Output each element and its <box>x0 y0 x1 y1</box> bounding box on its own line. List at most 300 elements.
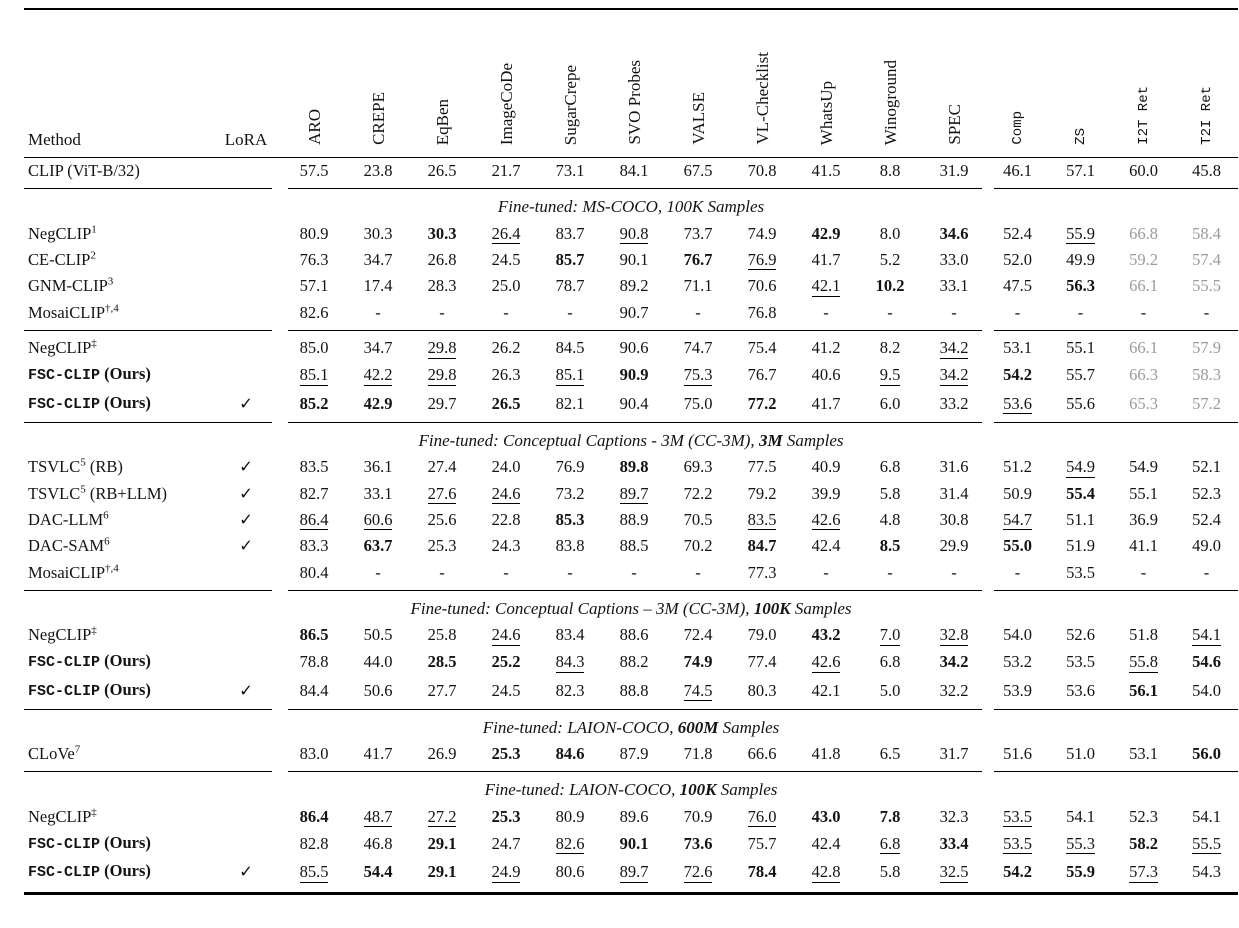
metric-value: 41.7 <box>811 249 841 269</box>
metric-value: 54.2 <box>1003 862 1032 882</box>
metric-value: 70.8 <box>747 161 777 181</box>
metric-value: 57.9 <box>1192 338 1221 358</box>
metric-value: - <box>695 302 701 322</box>
method-footnote-marker: 6 <box>104 535 110 548</box>
method-suffix: (Ours) <box>100 832 151 852</box>
value-cell-svo-probes <box>602 390 666 418</box>
value-cell-svo-probes <box>602 480 666 506</box>
value-cell-crepe <box>346 361 410 389</box>
metric-value: 78.4 <box>747 862 777 882</box>
value-cell-valse <box>666 158 730 185</box>
metric-value: 74.9 <box>683 652 713 672</box>
value-cell-crepe <box>346 858 410 886</box>
metric-value: 66.1 <box>1129 338 1158 358</box>
metric-value: - <box>439 302 445 322</box>
value-cell-vl-checklist <box>730 454 794 480</box>
table-row <box>24 677 1238 705</box>
value-cell-i2t-ret <box>1112 335 1175 361</box>
value-cell-eqben <box>410 741 474 767</box>
metric-value: 67.5 <box>683 161 713 181</box>
metric-value: 84.4 <box>299 680 329 700</box>
metric-value: 51.9 <box>1066 536 1095 556</box>
value-cell-comp <box>986 300 1049 326</box>
metric-value: - <box>439 562 445 582</box>
value-cell-comp <box>986 858 1049 886</box>
value-cell-sugarcrepe <box>538 390 602 418</box>
metric-value: 85.7 <box>555 249 585 269</box>
value-cell-eqben <box>410 300 474 326</box>
value-cell-spec <box>922 300 986 326</box>
group-rule <box>24 326 1238 335</box>
metric-value: - <box>951 562 957 582</box>
value-cell-imagecode <box>474 220 538 246</box>
rule-segment <box>24 586 282 595</box>
metric-value: 79.0 <box>747 625 777 645</box>
metric-value: 51.8 <box>1129 625 1158 645</box>
value-cell-i2t-ret <box>1112 158 1175 185</box>
value-cell-crepe <box>346 335 410 361</box>
metric-value: 90.9 <box>619 365 649 385</box>
method-name: CLoVe <box>28 744 75 764</box>
method-cell <box>24 480 210 506</box>
value-cell-t2i-ret <box>1175 390 1238 418</box>
metric-value: 8.8 <box>879 161 901 181</box>
value-cell-comp <box>986 622 1049 648</box>
metric-value: 53.2 <box>1003 652 1032 672</box>
metric-value: 90.1 <box>619 833 649 853</box>
metric-value: 51.6 <box>1003 744 1032 764</box>
metric-value: 6.8 <box>879 652 901 672</box>
col-header-vl-checklist <box>730 9 794 158</box>
value-cell-comp <box>986 220 1049 246</box>
value-cell-eqben <box>410 560 474 586</box>
value-cell-sugarcrepe <box>538 335 602 361</box>
metric-value: 25.2 <box>491 652 521 672</box>
value-cell-crepe <box>346 480 410 506</box>
value-cell-whatsup <box>794 741 858 767</box>
metric-value: - <box>567 302 573 322</box>
value-cell-vl-checklist <box>730 390 794 418</box>
value-cell-zs <box>1049 454 1112 480</box>
value-cell-sugarcrepe <box>538 273 602 299</box>
value-cell-winoground <box>858 560 922 586</box>
value-cell-aro <box>282 858 346 886</box>
table-row <box>24 158 1238 185</box>
value-cell-valse <box>666 803 730 829</box>
metric-value: 87.9 <box>619 744 649 764</box>
value-cell-imagecode <box>474 300 538 326</box>
value-cell-t2i-ret <box>1175 300 1238 326</box>
value-cell-imagecode <box>474 648 538 676</box>
value-cell-spec <box>922 622 986 648</box>
metric-value: 51.1 <box>1066 509 1095 529</box>
metric-value: 8.2 <box>879 338 901 358</box>
value-cell-crepe <box>346 803 410 829</box>
value-cell-spec <box>922 273 986 299</box>
lora-cell <box>210 830 282 858</box>
value-cell-whatsup <box>794 300 858 326</box>
metric-value: 89.8 <box>619 457 649 477</box>
metric-value: 7.8 <box>879 806 901 826</box>
value-cell-imagecode <box>474 335 538 361</box>
metric-value: 83.0 <box>299 744 329 764</box>
lora-cell <box>210 803 282 829</box>
table-row <box>24 454 1238 480</box>
metric-value: 82.8 <box>299 833 329 853</box>
metric-value: 70.2 <box>683 536 713 556</box>
group-rule <box>24 184 1238 193</box>
value-cell-spec <box>922 390 986 418</box>
value-cell-svo-probes <box>602 741 666 767</box>
col-header-label: T2I Ret <box>1198 86 1215 145</box>
method-suffix: (Ours) <box>100 364 151 384</box>
metric-value: 52.3 <box>1129 806 1158 826</box>
section-header-row <box>24 595 1238 622</box>
value-cell-i2t-ret <box>1112 677 1175 705</box>
metric-value: 36.9 <box>1129 509 1158 529</box>
metric-value: 83.3 <box>299 536 329 556</box>
metric-value: 76.7 <box>747 365 777 385</box>
metric-value: 42.2 <box>363 365 393 385</box>
metric-value: 54.0 <box>1003 625 1032 645</box>
value-cell-spec <box>922 247 986 273</box>
metric-value: 57.5 <box>299 161 329 181</box>
method-name: NegCLIP <box>28 338 92 358</box>
metric-value: 32.2 <box>939 680 969 700</box>
metric-value: 85.5 <box>299 862 329 882</box>
metric-value: 57.2 <box>1192 393 1221 413</box>
value-cell-eqben <box>410 803 474 829</box>
metric-value: 24.6 <box>491 625 521 645</box>
metric-value: 39.9 <box>811 483 841 503</box>
metric-value: 21.7 <box>491 161 521 181</box>
metric-value: 57.1 <box>1066 161 1095 181</box>
method-cell <box>24 158 210 185</box>
value-cell-valse <box>666 480 730 506</box>
value-cell-winoground <box>858 158 922 185</box>
value-cell-svo-probes <box>602 273 666 299</box>
value-cell-eqben <box>410 247 474 273</box>
lora-cell <box>210 648 282 676</box>
value-cell-comp <box>986 390 1049 418</box>
metric-value: 34.6 <box>939 223 969 243</box>
metric-value: - <box>631 562 637 582</box>
metric-value: 40.6 <box>811 365 841 385</box>
metric-value: 24.7 <box>491 833 521 853</box>
metric-value: - <box>887 562 893 582</box>
metric-value: 54.1 <box>1192 625 1221 645</box>
section-header-text: 100K <box>753 598 791 618</box>
value-cell-sugarcrepe <box>538 677 602 705</box>
metric-value: 24.5 <box>491 680 521 700</box>
value-cell-crepe <box>346 648 410 676</box>
value-cell-crepe <box>346 622 410 648</box>
value-cell-valse <box>666 560 730 586</box>
method-footnote-marker: 2 <box>90 249 96 262</box>
section-header-row <box>24 427 1238 454</box>
metric-value: - <box>951 302 957 322</box>
rule-segment <box>282 418 986 427</box>
col-header-label: Comp <box>1009 111 1026 145</box>
value-cell-eqben <box>410 858 474 886</box>
value-cell-whatsup <box>794 830 858 858</box>
method-cell <box>24 273 210 299</box>
value-cell-spec <box>922 480 986 506</box>
metric-value: 56.0 <box>1192 744 1221 764</box>
metric-value: 34.2 <box>939 652 969 672</box>
section-header-text: Samples <box>718 718 780 737</box>
metric-value: 90.6 <box>619 338 649 358</box>
metric-value: 5.8 <box>879 483 901 503</box>
metric-value: 34.7 <box>363 249 393 269</box>
lora-cell <box>210 220 282 246</box>
metric-value: - <box>695 562 701 582</box>
metric-value: 25.3 <box>491 806 521 826</box>
metric-value: 27.7 <box>427 680 457 700</box>
value-cell-vl-checklist <box>730 741 794 767</box>
value-cell-t2i-ret <box>1175 220 1238 246</box>
rule-segment <box>24 767 282 776</box>
rule-segment <box>24 326 282 335</box>
value-cell-imagecode <box>474 247 538 273</box>
rule-segment <box>282 767 986 776</box>
metric-value: 58.4 <box>1192 223 1221 243</box>
bottom-rule <box>24 887 1238 895</box>
metric-value: 51.0 <box>1066 744 1095 764</box>
section-header-text: Fine-tuned: LAION-COCO, <box>484 780 680 800</box>
method-cell <box>24 858 210 886</box>
value-cell-winoground <box>858 622 922 648</box>
section-header <box>24 595 1238 622</box>
value-cell-whatsup <box>794 220 858 246</box>
col-header-svo-probes <box>602 9 666 158</box>
value-cell-spec <box>922 507 986 533</box>
section-header-row <box>24 193 1238 220</box>
metric-value: 26.3 <box>491 365 521 385</box>
value-cell-whatsup <box>794 361 858 389</box>
metric-value: 5.8 <box>879 862 901 882</box>
metric-value: 74.9 <box>747 223 777 243</box>
metric-value: 8.5 <box>879 536 901 556</box>
method-cell <box>24 803 210 829</box>
value-cell-t2i-ret <box>1175 247 1238 273</box>
metric-value: 30.3 <box>427 223 457 243</box>
metric-value: 55.8 <box>1129 652 1158 672</box>
method-cell <box>24 648 210 676</box>
section-header-text: Fine-tuned: Conceptual Captions - 3M (CC-3M), <box>418 431 759 450</box>
metric-value: 83.5 <box>299 457 329 477</box>
metric-value: 24.9 <box>491 862 521 882</box>
table-row <box>24 300 1238 326</box>
metric-value: 6.8 <box>879 457 901 477</box>
value-cell-svo-probes <box>602 335 666 361</box>
metric-value: 90.4 <box>619 393 649 413</box>
section-header-text: Fine-tuned: Conceptual Captions – 3M (CC-3M), <box>410 598 754 618</box>
method-name: MosaiCLIP <box>28 562 106 582</box>
metric-value: 24.3 <box>491 536 521 556</box>
value-cell-winoground <box>858 273 922 299</box>
value-cell-valse <box>666 300 730 326</box>
metric-value: 25.8 <box>427 625 457 645</box>
value-cell-whatsup <box>794 533 858 559</box>
metric-value: 52.0 <box>1003 249 1032 269</box>
metric-value: 78.7 <box>555 276 585 296</box>
metric-value: 57.1 <box>299 276 329 296</box>
metric-value: 33.1 <box>939 276 969 296</box>
method-footnote-marker: ‡ <box>91 337 97 350</box>
value-cell-aro <box>282 622 346 648</box>
value-cell-winoground <box>858 454 922 480</box>
method-name: FSC-CLIP <box>28 864 101 882</box>
metric-value: 58.2 <box>1129 833 1158 853</box>
value-cell-valse <box>666 858 730 886</box>
metric-value: 31.7 <box>939 744 969 764</box>
value-cell-spec <box>922 741 986 767</box>
metric-value: 41.7 <box>811 393 841 413</box>
metric-value: 82.7 <box>299 483 329 503</box>
metric-value: 75.4 <box>747 338 777 358</box>
metric-value: 80.9 <box>555 806 585 826</box>
metric-value: 24.0 <box>491 457 521 477</box>
metric-value: 60.6 <box>363 509 393 529</box>
metric-value: 34.2 <box>939 338 969 358</box>
value-cell-spec <box>922 361 986 389</box>
value-cell-winoground <box>858 533 922 559</box>
value-cell-imagecode <box>474 622 538 648</box>
section-header-row <box>24 776 1238 803</box>
value-cell-crepe <box>346 560 410 586</box>
value-cell-vl-checklist <box>730 830 794 858</box>
metric-value: 53.5 <box>1066 562 1095 582</box>
metric-value: 69.3 <box>683 457 713 477</box>
metric-value: 46.1 <box>1003 161 1032 181</box>
method-name: FSC-CLIP <box>28 367 101 385</box>
value-cell-vl-checklist <box>730 803 794 829</box>
lora-cell <box>210 300 282 326</box>
metric-value: 53.5 <box>1003 833 1032 853</box>
value-cell-spec <box>922 803 986 829</box>
method-footnote-marker: 1 <box>91 223 97 236</box>
value-cell-valse <box>666 454 730 480</box>
metric-value: 82.3 <box>555 680 585 700</box>
value-cell-t2i-ret <box>1175 158 1238 185</box>
metric-value: - <box>1077 302 1084 322</box>
col-header-label: SVO Probes <box>624 60 644 145</box>
metric-value: 50.5 <box>363 625 393 645</box>
value-cell-valse <box>666 247 730 273</box>
value-cell-imagecode <box>474 803 538 829</box>
metric-value: 31.9 <box>939 161 969 181</box>
value-cell-i2t-ret <box>1112 390 1175 418</box>
value-cell-svo-probes <box>602 454 666 480</box>
value-cell-zs <box>1049 361 1112 389</box>
rule-segment <box>986 184 1238 193</box>
table-row <box>24 622 1238 648</box>
metric-value: 55.9 <box>1066 223 1095 243</box>
value-cell-crepe <box>346 247 410 273</box>
metric-value: 50.9 <box>1003 483 1032 503</box>
metric-value: 42.4 <box>811 536 841 556</box>
value-cell-sugarcrepe <box>538 533 602 559</box>
col-header-label: Winoground <box>880 59 900 145</box>
metric-value: 90.1 <box>619 249 649 269</box>
value-cell-zs <box>1049 830 1112 858</box>
group-rule <box>24 767 1238 776</box>
metric-value: 83.5 <box>747 509 777 529</box>
rule-segment <box>986 705 1238 714</box>
metric-value: 88.5 <box>619 536 649 556</box>
col-header-label: SPEC <box>944 104 964 145</box>
method-footnote-marker: 3 <box>107 275 114 288</box>
lora-checkmark: ✓ <box>239 457 253 477</box>
lora-cell <box>210 622 282 648</box>
value-cell-whatsup <box>794 454 858 480</box>
method-name: DAC-LLM <box>28 509 104 529</box>
metric-value: 43.0 <box>811 806 841 826</box>
value-cell-aro <box>282 533 346 559</box>
method-cell <box>24 247 210 273</box>
value-cell-spec <box>922 454 986 480</box>
metric-value: 57.4 <box>1192 249 1221 269</box>
metric-value: 86.5 <box>299 625 329 645</box>
metric-value: 89.6 <box>619 806 649 826</box>
value-cell-valse <box>666 390 730 418</box>
col-header-label: ARO <box>304 109 324 145</box>
metric-value: 83.8 <box>555 536 585 556</box>
value-cell-imagecode <box>474 830 538 858</box>
value-cell-svo-probes <box>602 158 666 185</box>
metric-value: 42.8 <box>811 862 841 882</box>
metric-value: 42.4 <box>811 833 841 853</box>
table-row <box>24 803 1238 829</box>
value-cell-t2i-ret <box>1175 533 1238 559</box>
col-header-label: ImageCoDe <box>496 62 516 145</box>
value-cell-vl-checklist <box>730 220 794 246</box>
section-header <box>24 776 1238 803</box>
metric-value: 88.6 <box>619 625 649 645</box>
metric-value: 41.8 <box>811 744 841 764</box>
section-header-text: Samples <box>716 780 778 800</box>
metric-value: - <box>567 562 573 582</box>
metric-value: 75.0 <box>683 393 713 413</box>
value-cell-sugarcrepe <box>538 507 602 533</box>
metric-value: 26.5 <box>427 161 457 181</box>
value-cell-spec <box>922 158 986 185</box>
value-cell-t2i-ret <box>1175 677 1238 705</box>
table-row <box>24 507 1238 533</box>
metric-value: 74.5 <box>683 680 713 700</box>
metric-value: 42.1 <box>811 680 841 700</box>
value-cell-sugarcrepe <box>538 220 602 246</box>
col-header-winoground <box>858 9 922 158</box>
metric-value: 26.8 <box>427 249 457 269</box>
lora-column-header: LoRA <box>210 9 282 158</box>
metric-value: 82.6 <box>555 833 585 853</box>
col-header-label: EqBen <box>432 98 452 145</box>
metric-value: 48.7 <box>363 806 393 826</box>
metric-value: 84.7 <box>747 536 777 556</box>
value-cell-zs <box>1049 480 1112 506</box>
lora-checkmark: ✓ <box>239 509 253 529</box>
metric-value: 55.7 <box>1066 365 1095 385</box>
value-cell-whatsup <box>794 677 858 705</box>
metric-value: 34.7 <box>363 338 393 358</box>
metric-value: 90.8 <box>619 223 649 243</box>
table-row <box>24 247 1238 273</box>
method-name: NegCLIP <box>28 625 92 645</box>
value-cell-winoground <box>858 858 922 886</box>
method-name: FSC-CLIP <box>28 395 101 413</box>
